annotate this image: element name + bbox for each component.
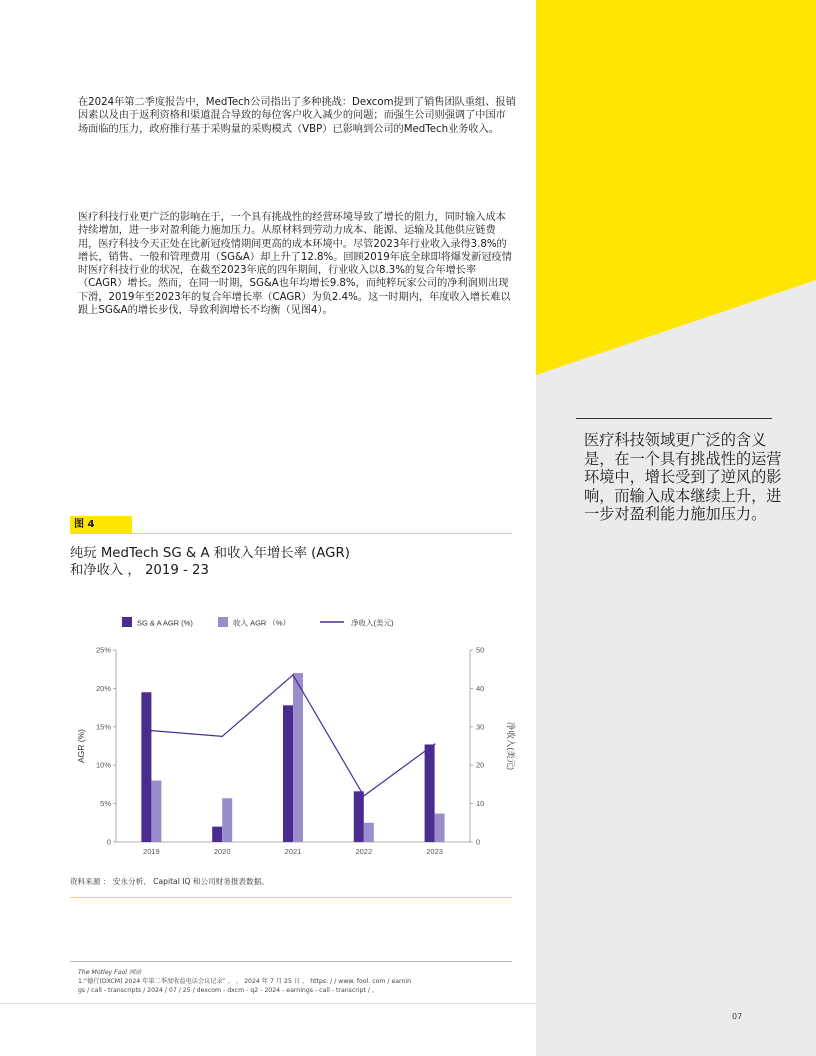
pull-quote: 医疗科技领域更广泛的含义是，在一个具有挑战性的运营环境中，增长受到了逆风的影响，而输入成本继续上升，进一步对盈利能力施加压力。 (584, 431, 782, 524)
x-tick-label: 2022 (355, 847, 373, 856)
x-tick-label: 2023 (426, 847, 443, 856)
bar-sga (425, 744, 435, 842)
net-income-point (221, 736, 223, 738)
bar-sga (283, 705, 293, 842)
right-tick-label: 30 (476, 722, 485, 732)
bar-revenue (293, 673, 303, 842)
left-tick-label: 15% (95, 722, 111, 732)
net-income-point (363, 795, 365, 797)
bar-sga (141, 692, 151, 842)
figure-title (70, 545, 510, 579)
legend-label-net-income: 净收入(美元) (351, 618, 394, 628)
body-paragraph-1: 在2024年第二季度报告中，MedTech公司指出了多种挑战：Dexcom提到了销售团队重组、报销因素以及由于返利资格和渠道混合导致的每位客户收入减少的问题；而强生公司则强调了中国市场面临的压力，政府推行基于采购量的采购模式（VBP）已影响到公司的MedTech业务收入。 (78, 97, 516, 135)
bar-sga (212, 827, 222, 842)
right-tick-label: 40 (476, 683, 485, 693)
legend-swatch-revenue (218, 617, 228, 627)
chart (70, 605, 516, 867)
footnote-site: The Motley Fool 网站 (78, 969, 142, 976)
left-tick-label: 10% (95, 760, 111, 770)
right-tick-label: 20 (476, 760, 485, 770)
footnote-rule (70, 961, 512, 962)
bar-revenue (222, 798, 232, 842)
figure-title-line-2: 和净收入 ， 2019 - 23 (70, 563, 209, 578)
left-tick-label: 25% (95, 645, 111, 655)
net-income-point (292, 674, 294, 676)
left-tick-label: 0 (106, 837, 111, 847)
y2-axis-label: 净收入(美元) (506, 721, 516, 771)
footnote-line-1: 1.“德行(DXCM) 2024 年第二季度收益电话会议记录” 。 ， 2024 年 7 月 25 日 ， https: / / www. fool. com / earnin (78, 978, 412, 985)
footnote-line-2: gs / call - transcripts / 2024 / 07 / 25 / dexcom - dxcm - q2 - 2024 - earnings - call - transcript / 。 (78, 987, 379, 994)
x-axis-ticks (143, 847, 443, 856)
x-tick-label: 2020 (213, 847, 231, 856)
legend-label-revenue: 收入 AGR （%） (233, 618, 291, 628)
right-tick-label: 50 (476, 645, 485, 655)
chart-legend (122, 617, 394, 628)
figure-source: 资料来源 ： 安永分析、 Capital IQ 和公司财务报表数据。 (70, 877, 269, 886)
y-axis-label: AGR (%) (76, 729, 86, 763)
figure-label: 图 4 (70, 516, 132, 533)
figure-title-line-1: 纯玩 MedTech SG & A 和收入年增长率 (AGR) (70, 546, 350, 561)
source-rule (70, 897, 512, 898)
right-tick-label: 10 (476, 799, 485, 809)
left-tick-label: 5% (100, 799, 111, 809)
bar-revenue (435, 814, 445, 842)
left-axis-ticks (96, 646, 116, 847)
x-tick-label: 2019 (143, 847, 160, 856)
yellow-accent-shape (536, 0, 816, 380)
bar-sga (354, 791, 364, 842)
quote-divider (576, 418, 772, 419)
right-tick-label: 0 (476, 837, 481, 847)
right-axis-ticks (470, 646, 484, 847)
bar-revenue (364, 823, 374, 842)
legend-swatch-sga (122, 617, 132, 627)
bar-series (141, 673, 444, 842)
left-tick-label: 20% (95, 683, 111, 693)
bar-revenue (151, 781, 161, 842)
legend-label-sga: SG & A AGR (%) (137, 618, 193, 628)
page-number: 07 (732, 1012, 743, 1021)
net-income-point (434, 743, 436, 745)
figure-top-rule (70, 533, 512, 534)
x-tick-label: 2021 (284, 847, 302, 856)
net-income-point (151, 730, 153, 732)
bottom-rule (0, 1003, 536, 1004)
footnote (78, 968, 508, 995)
body-paragraph-2: 医疗科技行业更广泛的影响在于，一个具有挑战性的经营环境导致了增长的阻力，同时输入成本持续增加，进一步对盈利能力施加压力。从原材料到劳动力成本、能源、运输及其他供应链费用，医疗科技今天正处在比新冠疫情期间更高的成本环境中。尽管2023年行业收入录得3.8%的增长，销售、一般和管理费用（SG&A）却上升了12.8%。回顾2019年底全球即将爆发新冠疫情时医疗科技行业的状况，在截至2023年底的四年期间，行业收入以8.3%的复合年增长率（CAGR）增长。然而，在同一时期，SG&A也年均增长9.8%，而纯粹玩家公司的净利润则出现下滑，2019年至2023年的复合年增长率（CAGR）为负2.4%。这一时期内，年度收入增长难以跟上SG&A的增长步伐，导致利润增长不均衡（见图4）。 (78, 212, 512, 317)
